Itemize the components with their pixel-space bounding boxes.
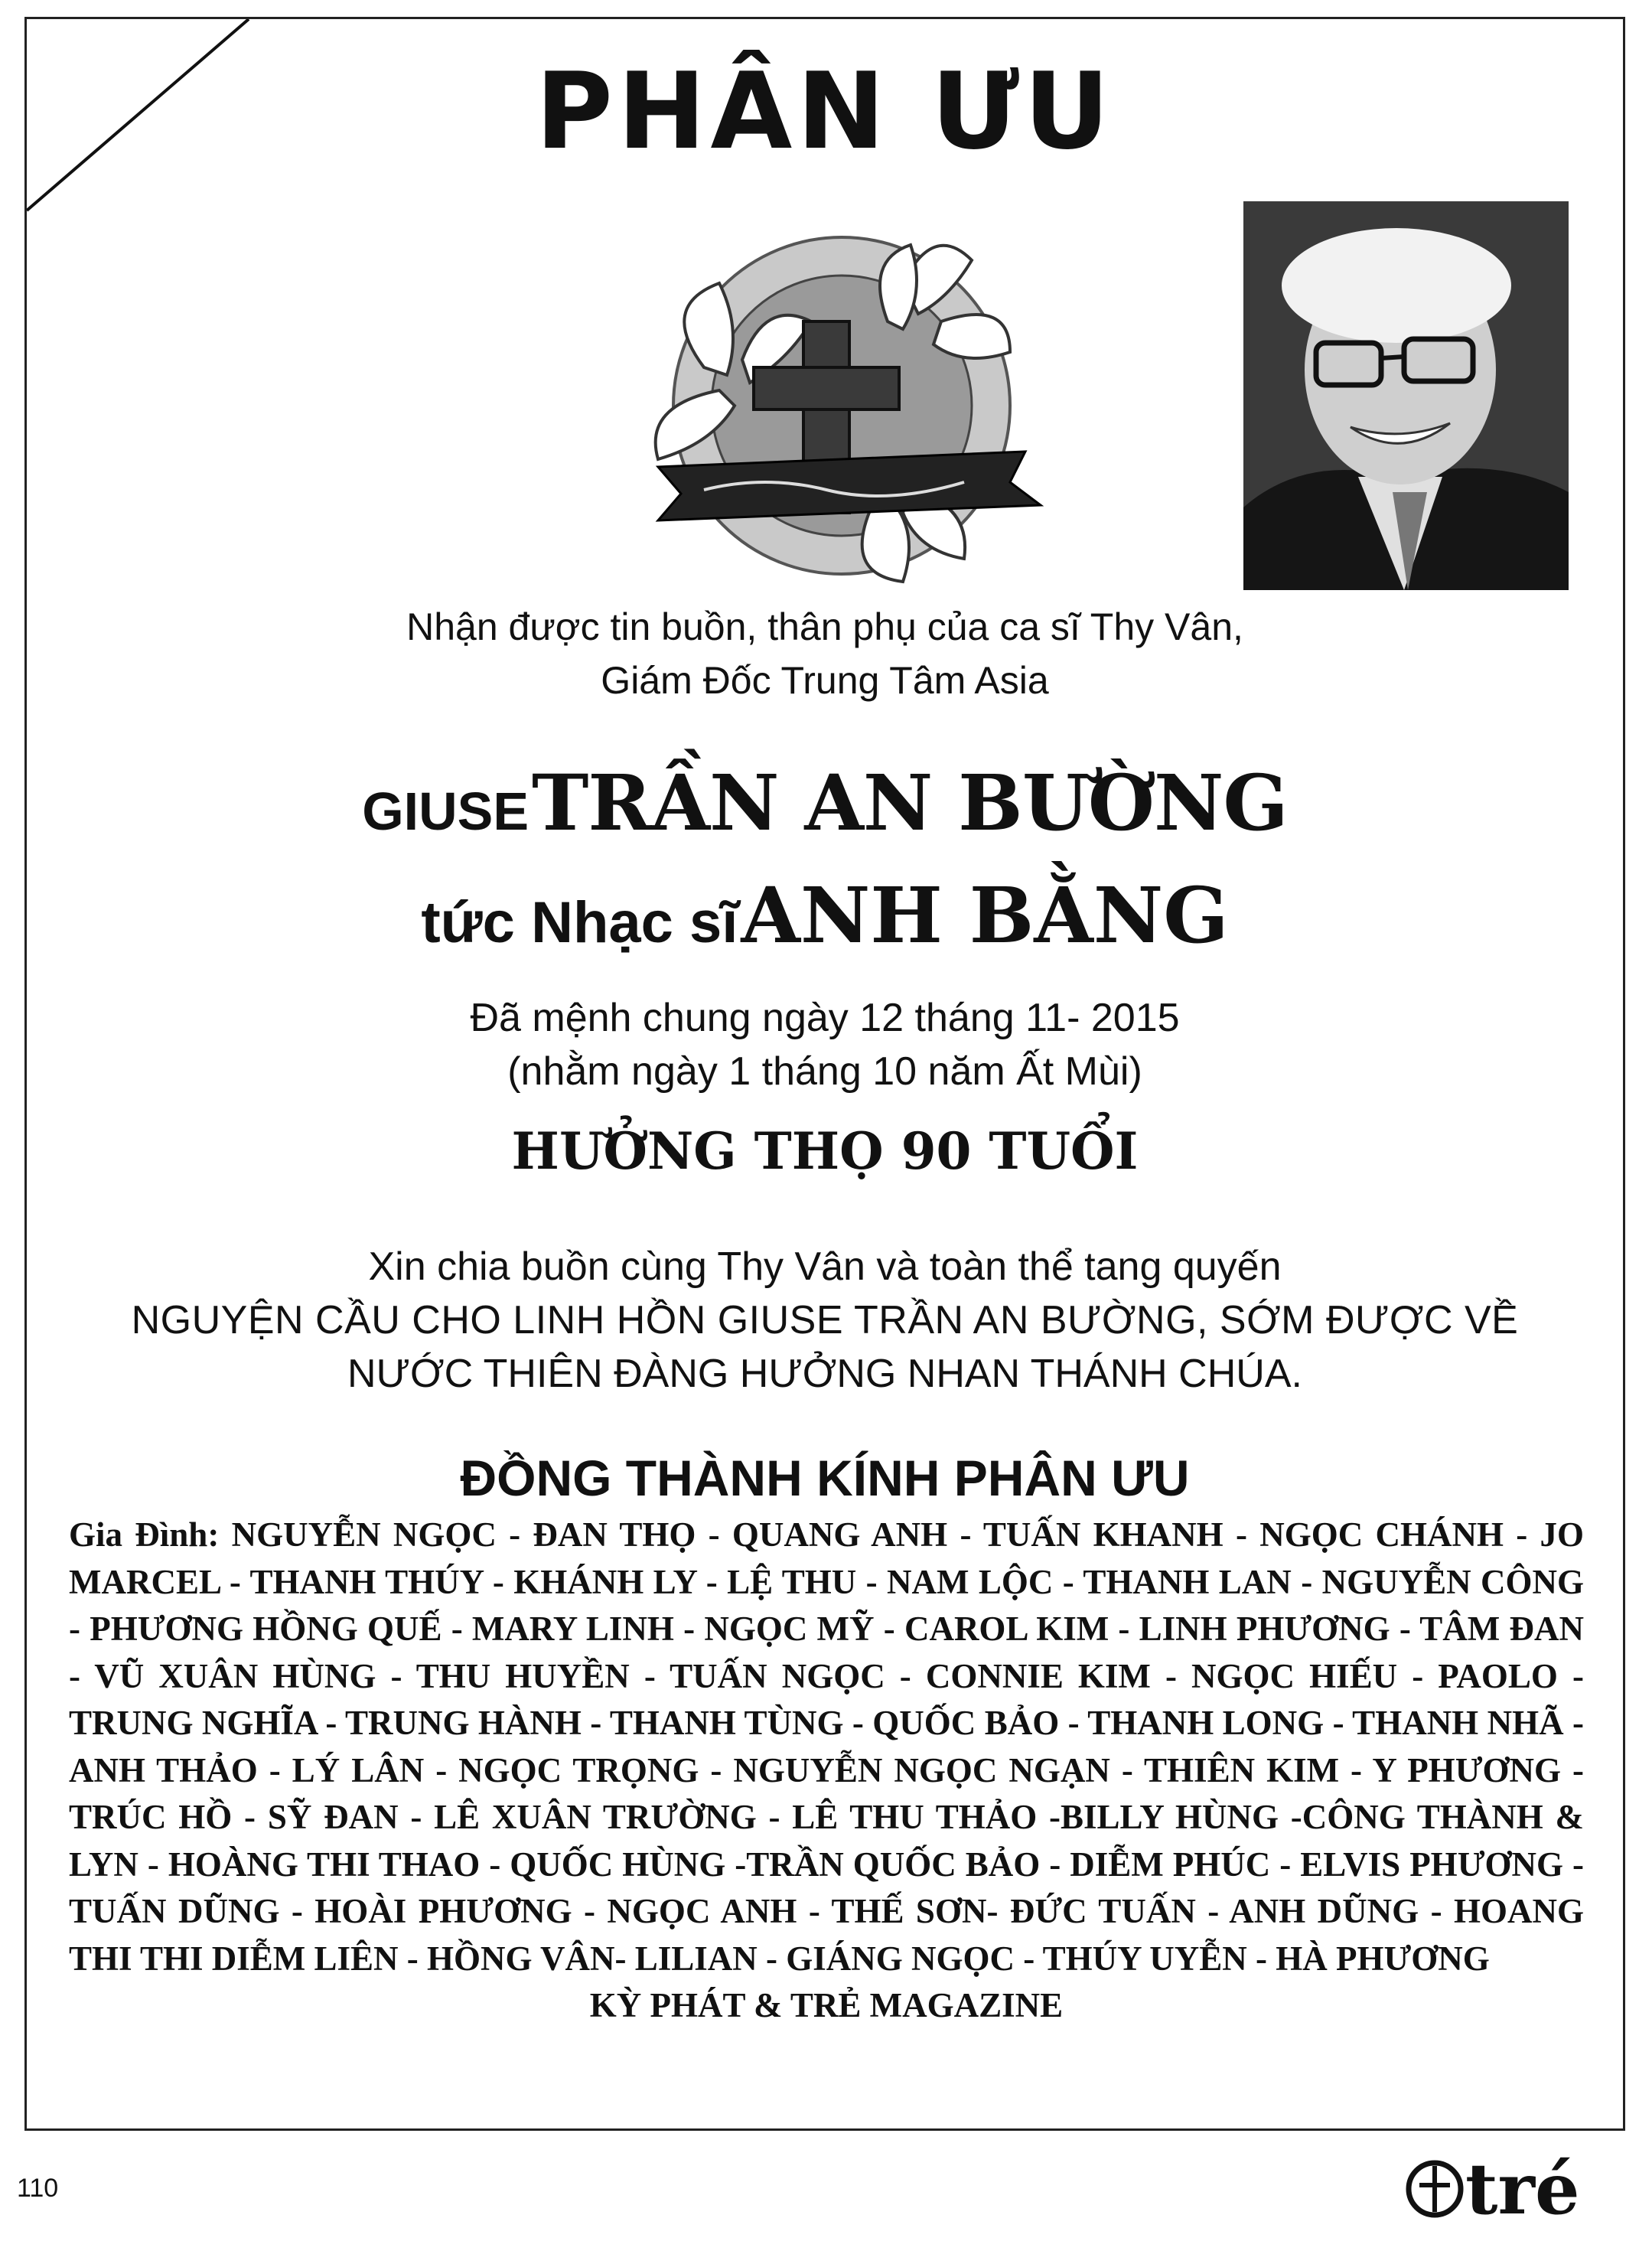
deceased-name-line (27, 758, 1623, 848)
tre-magazine-logo (1400, 2143, 1622, 2227)
intro-line-2: Giám Đốc Trung Tâm Asia (601, 659, 1049, 702)
page-title: PHÂN ƯU (535, 50, 1115, 173)
condolence-line-1: Xin chia buồn cùng Thy Vân và toàn thể tang quyến (368, 1244, 1282, 1289)
signatories-names: Gia Đình: NGUYỄN NGỌC - ĐAN THỌ - QUANG ANH - TUẤN KHANH - NGỌC CHÁNH - JO MARCEL - THANH THÚY - KHÁNH LY - LỆ THU - NAM LỘC - THANH LAN - NGUYỄN CÔNG - PHƯƠNG HỒNG QUẾ - MARY LINH - NGỌC MỸ - CAROL KIM - LINH PHƯƠNG - TÂM ĐAN - VŨ XUÂN HÙNG - THU HUYỀN - TUẤN NGỌC - CONNIE KIM - NGỌC HIẾU - PAOLO - TRUNG NGHĨA - TRUNG HÀNH - THANH TÙNG - QUỐC BẢO - THANH LONG - THANH NHÃ - ANH THẢO - LÝ LÂN - NGỌC TRỌNG - NGUYỄN NGỌC NGẠN - THIÊN KIM - Y PHƯƠNG - TRÚC HỒ - SỸ ĐAN - LÊ XUÂN TRƯỜNG - LÊ THU THẢO -BILLY HÙNG -CÔNG THÀNH & LYN - HOÀNG THI THAO - QUỐC HÙNG -TRẦN QUỐC BẢO - DIỄM PHÚC - ELVIS PHƯƠNG - TUẤN DŨNG - HOÀI PHƯƠNG - NGỌC ANH - THẾ SƠN- ĐỨC TUẤN - ANH DŨNG - HOANG THI THI DIỄM LIÊN - HỒNG VÂN- LILIAN - GIÁNG NGỌC - THÚY UYỄN - HÀ PHƯƠNG (69, 1515, 1584, 1978)
page-number: 110 (17, 2174, 59, 2203)
passing-date: Đã mệnh chung ngày 12 tháng 11- 2015 (470, 996, 1180, 1040)
signatories-list (69, 1512, 1584, 2030)
condolence-line-3: NƯỚC THIÊN ĐÀNG HƯỞNG NHAN THÁNH CHÚA. (347, 1352, 1302, 1396)
alias-line (27, 870, 1623, 961)
signatories-closing: KỲ PHÁT & TRẺ MAGAZINE (589, 1986, 1064, 2024)
alias-name: ANH BẰNG (741, 870, 1229, 961)
logo-text: tré (1465, 2148, 1580, 2227)
age-heading: HƯỞNG THỌ 90 TUỔI (511, 1121, 1139, 1181)
obituary-frame (24, 17, 1625, 2131)
alias-prefix: tức Nhạc sĩ (421, 890, 738, 955)
portrait-photo (1243, 201, 1569, 590)
deceased-name: TRẦN AN BƯỜNG (532, 758, 1288, 848)
cross-lily-emblem-icon (612, 214, 1071, 608)
lunar-date: (nhằm ngày 1 tháng 10 năm Ất Mùi) (507, 1049, 1142, 1094)
intro-line-1: Nhận được tin buồn, thân phụ của ca sĩ Thy Vân, (406, 605, 1243, 648)
name-prefix: GIUSE (362, 781, 529, 841)
signatories-heading: ĐỒNG THÀNH KÍNH PHÂN ƯU (460, 1450, 1190, 1506)
condolence-line-2: NGUYỆN CẦU CHO LINH HỒN GIUSE TRẦN AN BƯỜNG, SỚM ĐƯỢC VỀ (131, 1298, 1519, 1342)
